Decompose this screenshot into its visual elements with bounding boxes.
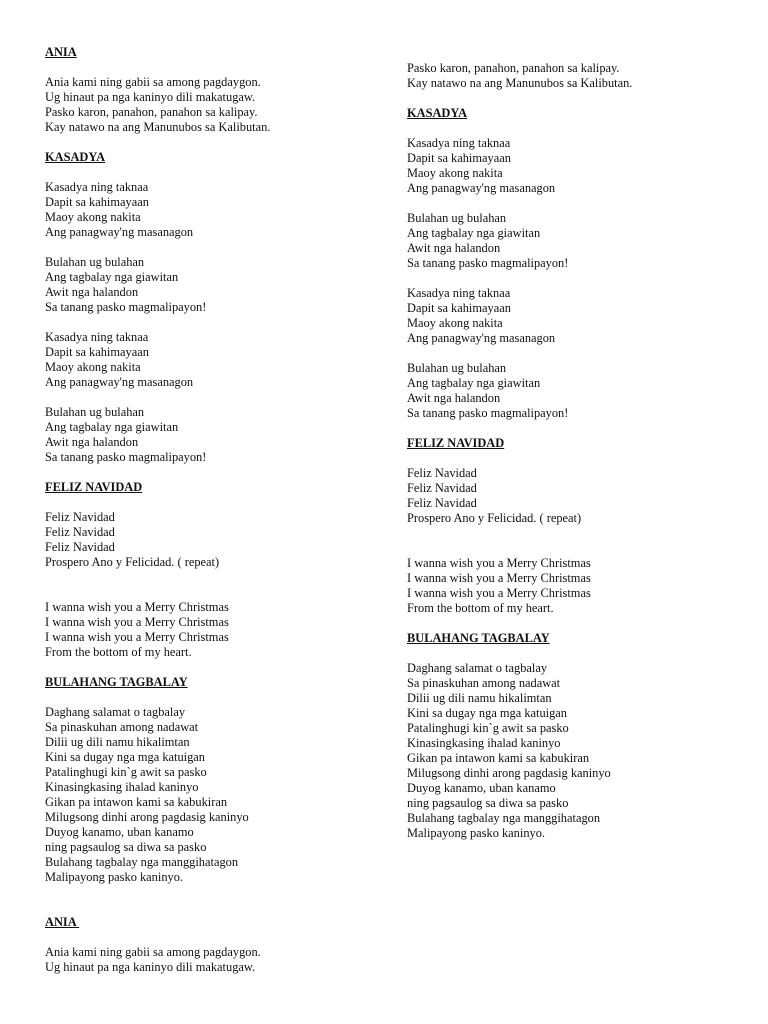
lyric-line: Ang panagway'ng masanagon (45, 225, 194, 239)
lyric-line: Ania kami ning gabii sa among pagdaygon. (45, 945, 261, 959)
lyric-line: Daghang salamat o tagbalay (407, 661, 548, 675)
lyric-line: From the bottom of my heart. (45, 645, 192, 659)
song-feliz-navidad (45, 480, 375, 660)
song-title-ania: ANIA (45, 45, 77, 59)
lyric-line: Bulahan ug bulahan (45, 405, 145, 419)
lyric-line: Sa pinaskuhan among nadawat (45, 720, 199, 734)
lyric-line: Awit nga halandon (45, 285, 139, 299)
lyric-line: Awit nga halandon (407, 391, 501, 405)
lyric-line: Ang panagway'ng masanagon (407, 331, 556, 345)
song-title-kasadya: KASADYA (45, 150, 106, 164)
lyric-line: Milugsong dinhi arong pagdasig kaninyo (407, 766, 611, 780)
lyric-line: Maoy akong nakita (407, 166, 503, 180)
lyric-line: Kasadya ning taknaa (407, 286, 511, 300)
lyric-line: Feliz Navidad (407, 496, 477, 510)
lyric-line: Feliz Navidad (45, 510, 115, 524)
lyric-line: Kinasingkasing ihalad kaninyo (45, 780, 199, 794)
lyric-line: Bulahang tagbalay nga manggihatagon (407, 811, 601, 825)
song-bulahang-tagbalay (407, 631, 737, 841)
lyric-line: Ang tagbalay nga giawitan (407, 226, 541, 240)
lyric-line: Kasadya ning taknaa (45, 330, 149, 344)
lyric-line: Duyog kanamo, uban kanamo (407, 781, 556, 795)
lyric-line: Bulahan ug bulahan (45, 255, 145, 269)
song-title-ania: ANIA (45, 915, 80, 929)
lyric-line: Dapit sa kahimayaan (45, 195, 149, 209)
lyric-line: I wanna wish you a Merry Christmas (45, 600, 229, 614)
lyric-line: Feliz Navidad (45, 540, 115, 554)
lyric-line: Sa tanang pasko magmalipayon! (407, 256, 569, 270)
lyric-line: I wanna wish you a Merry Christmas (45, 615, 229, 629)
lyric-line: Ang tagbalay nga giawitan (45, 420, 179, 434)
lyric-line: Maoy akong nakita (407, 316, 503, 330)
lyric-line: I wanna wish you a Merry Christmas (407, 571, 591, 585)
lyric-line: Pasko karon, panahon, panahon sa kalipay. (407, 61, 620, 75)
lyric-line: Bulahan ug bulahan (407, 211, 507, 225)
lyric-line: Sa pinaskuhan among nadawat (407, 676, 561, 690)
song-ania-repeat (45, 915, 375, 975)
lyric-line: Duyog kanamo, uban kanamo (45, 825, 194, 839)
lyric-line: Bulahan ug bulahan (407, 361, 507, 375)
left-column (45, 45, 375, 975)
lyric-line: Kasadya ning taknaa (45, 180, 149, 194)
song-title-feliz-navidad: FELIZ NAVIDAD (407, 436, 505, 450)
lyric-line: I wanna wish you a Merry Christmas (45, 630, 229, 644)
lyric-line: Sa tanang pasko magmalipayon! (45, 300, 207, 314)
lyric-line: Gikan pa intawon kami sa kabukiran (45, 795, 228, 809)
lyric-line: Dapit sa kahimayaan (407, 301, 511, 315)
lyric-line: Ug hinaut pa nga kaninyo dili makatugaw. (45, 90, 256, 104)
lyric-line: Maoy akong nakita (45, 210, 141, 224)
song-feliz-navidad (407, 436, 737, 616)
lyric-line: Malipayong pasko kaninyo. (45, 870, 183, 884)
song-bulahang-tagbalay (45, 675, 375, 885)
song-kasadya (407, 106, 737, 421)
song-ania (45, 45, 375, 135)
lyric-line: Kinasingkasing ihalad kaninyo (407, 736, 561, 750)
lyric-line: I wanna wish you a Merry Christmas (407, 586, 591, 600)
lyric-line: Ang panagway'ng masanagon (407, 181, 556, 195)
lyric-line: Awit nga halandon (45, 435, 139, 449)
lyric-line: Awit nga halandon (407, 241, 501, 255)
lyric-line: Kay natawo na ang Manunubos sa Kalibutan. (45, 120, 271, 134)
lyric-line: Dilii ug dili namu hikalimtan (407, 691, 552, 705)
song-kasadya (45, 150, 375, 465)
lyric-line: Milugsong dinhi arong pagdasig kaninyo (45, 810, 249, 824)
lyric-line: Ang tagbalay nga giawitan (407, 376, 541, 390)
lyric-line: Prospero Ano y Felicidad. ( repeat) (407, 511, 582, 525)
song-title-bulahang-tagbalay: BULAHANG TAGBALAY (45, 675, 188, 689)
lyric-line: Kini sa dugay nga mga katuigan (407, 706, 568, 720)
lyric-line: Ang tagbalay nga giawitan (45, 270, 179, 284)
lyric-line: Daghang salamat o tagbalay (45, 705, 186, 719)
lyric-line: Bulahang tagbalay nga manggihatagon (45, 855, 239, 869)
lyric-line: Dapit sa kahimayaan (45, 345, 149, 359)
lyric-line: Feliz Navidad (45, 525, 115, 539)
lyric-line: Prospero Ano y Felicidad. ( repeat) (45, 555, 220, 569)
song-title-feliz-navidad: FELIZ NAVIDAD (45, 480, 143, 494)
lyric-line: From the bottom of my heart. (407, 601, 554, 615)
song-ania-continued (407, 61, 737, 91)
lyric-line: Malipayong pasko kaninyo. (407, 826, 545, 840)
lyric-line: Gikan pa intawon kami sa kabukiran (407, 751, 590, 765)
lyric-line: Pasko karon, panahon, panahon sa kalipay. (45, 105, 258, 119)
lyric-line: Dilii ug dili namu hikalimtan (45, 735, 190, 749)
lyric-line: Dapit sa kahimayaan (407, 151, 511, 165)
lyric-line: Feliz Navidad (407, 466, 477, 480)
lyric-line: Kini sa dugay nga mga katuigan (45, 750, 206, 764)
lyric-line: Ang panagway'ng masanagon (45, 375, 194, 389)
lyric-line: Sa tanang pasko magmalipayon! (407, 406, 569, 420)
lyric-line: I wanna wish you a Merry Christmas (407, 556, 591, 570)
lyric-line: ning pagsaulog sa diwa sa pasko (407, 796, 569, 810)
lyric-line: Feliz Navidad (407, 481, 477, 495)
lyric-line: Ania kami ning gabii sa among pagdaygon. (45, 75, 261, 89)
lyric-line: Sa tanang pasko magmalipayon! (45, 450, 207, 464)
lyric-line: Patalinghugi kin`g awit sa pasko (407, 721, 569, 735)
song-title-kasadya: KASADYA (407, 106, 468, 120)
lyric-line: Maoy akong nakita (45, 360, 141, 374)
lyric-line: Kasadya ning taknaa (407, 136, 511, 150)
lyric-line: Kay natawo na ang Manunubos sa Kalibutan. (407, 76, 633, 90)
song-title-bulahang-tagbalay: BULAHANG TAGBALAY (407, 631, 550, 645)
lyric-line: Patalinghugi kin`g awit sa pasko (45, 765, 207, 779)
lyric-line: ning pagsaulog sa diwa sa pasko (45, 840, 207, 854)
lyric-line: Ug hinaut pa nga kaninyo dili makatugaw. (45, 960, 256, 974)
right-column (407, 61, 737, 841)
